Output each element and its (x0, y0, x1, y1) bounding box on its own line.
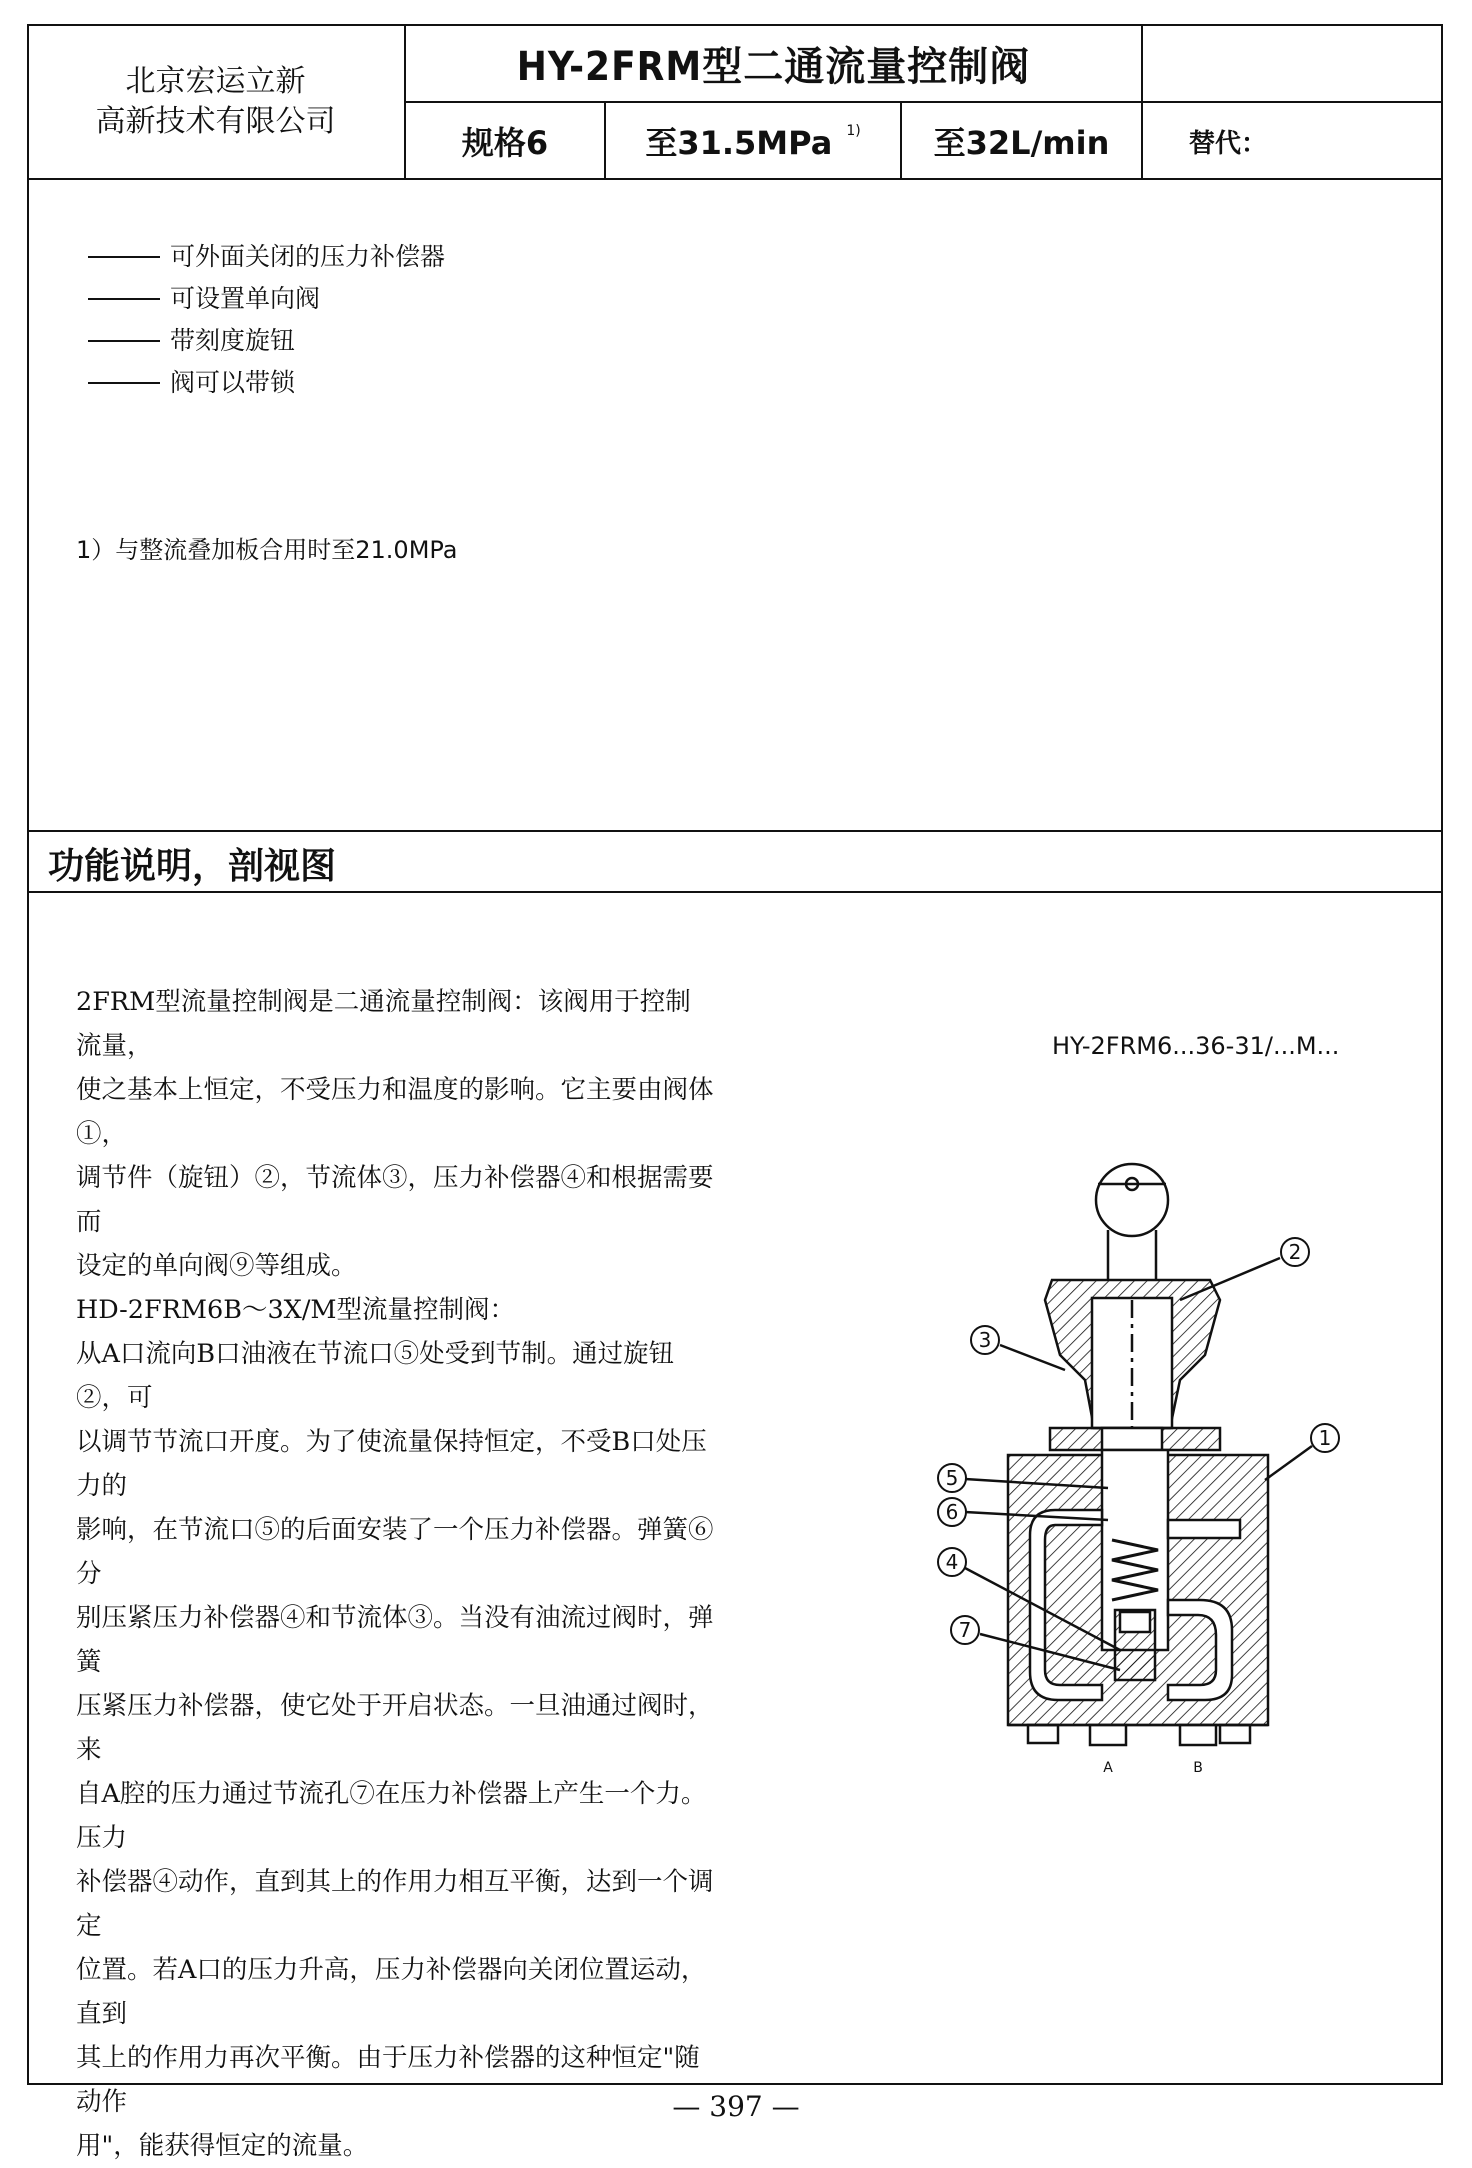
section-title: 功能说明，剖视图 (48, 846, 337, 887)
title-blank-cell (1143, 24, 1443, 102)
page-number: — 397 — (672, 2090, 800, 2123)
header-bottom-border (27, 178, 1443, 180)
feature-item (88, 320, 445, 362)
description-line: HD-2FRM6B～3X/M型流量控制阀： (76, 1295, 516, 1325)
callout-1: 1 (1318, 1426, 1332, 1450)
feature-text: 可设置单向阀 (170, 284, 321, 313)
company-line-1: 北京宏运立新 (125, 64, 306, 99)
feature-text: 带刻度旋钮 (170, 326, 296, 355)
port-a-label: A (1103, 1760, 1113, 1776)
dash-line (88, 256, 160, 258)
valve-cross-section (880, 1140, 1400, 1810)
description-line: 压紧压力补偿器，使它处于开启状态。一旦油通过阀时，来 (76, 1691, 714, 1765)
spec-flow: 至32L/min (902, 102, 1143, 180)
description-line: 别压紧压力补偿器④和节流体③。当没有油流过阀时，弹簧 (76, 1603, 714, 1677)
feature-item (88, 362, 445, 404)
dash-line (88, 298, 160, 300)
description-line: 补偿器④动作，直到其上的作用力相互平衡，达到一个调定 (76, 1867, 714, 1941)
company-name (27, 24, 406, 180)
callout-6: 6 (945, 1500, 959, 1524)
description-line: 自A腔的压力通过节流孔⑦在压力补偿器上产生一个力。压力 (76, 1779, 707, 1853)
description-line: 从A口流向B口油液在节流口⑤处受到节制。通过旋钮②，可 (76, 1339, 675, 1413)
feature-text: 阀可以带锁 (170, 368, 296, 397)
callout-7: 7 (958, 1618, 972, 1642)
function-description (76, 980, 716, 2168)
model-code: HY-2FRM6...36-31/...M... (1052, 1032, 1340, 1060)
spec-pressure: 至31.5MPa (645, 124, 833, 162)
feature-item (88, 236, 445, 278)
description-line: 设定的单向阀⑨等组成。 (76, 1251, 357, 1281)
product-title: HY-2FRM型二通流量控制阀 (406, 24, 1143, 102)
port-b-label: B (1193, 1760, 1203, 1776)
callout-3: 3 (978, 1328, 992, 1352)
description-line: 以调节节流口开度。为了使流量保持恒定，不受B口处压力的 (76, 1427, 707, 1501)
description-line: 位置。若A口的压力升高，压力补偿器向关闭位置运动，直到 (76, 1955, 707, 2029)
spec-size: 规格6 (406, 102, 606, 180)
feature-item (88, 278, 445, 320)
description-line: 调节件（旋钮）②，节流体③，压力补偿器④和根据需要而 (76, 1163, 714, 1237)
pressure-footnote: 1）与整流叠加板合用时至21.0MPa (76, 536, 458, 564)
dash-line (88, 382, 160, 384)
description-line: 影响，在节流口⑤的后面安装了一个压力补偿器。弹簧⑥分 (76, 1515, 714, 1589)
description-line: 用"，能获得恒定的流量。 (76, 2131, 369, 2161)
feature-list (88, 236, 445, 404)
company-line-2: 高新技术有限公司 (95, 104, 336, 139)
callout-5: 5 (945, 1466, 959, 1490)
section-divider-top (27, 830, 1443, 832)
feature-text: 可外面关闭的压力补偿器 (170, 242, 446, 271)
callout-4: 4 (945, 1550, 959, 1574)
description-line: 其上的作用力再次平衡。由于压力补偿器的这种恒定"随动作 (76, 2043, 700, 2117)
replace-label: 替代： (1189, 128, 1268, 159)
description-line: 2FRM型流量控制阀是二通流量控制阀：该阀用于控制流量， (76, 987, 691, 1061)
valve-section-drawing (880, 1140, 1400, 1814)
spec-pressure-note: 1) (846, 123, 861, 139)
description-line: 使之基本上恒定，不受压力和温度的影响。它主要由阀体①， (76, 1075, 714, 1149)
header-table (27, 24, 1443, 180)
callout-2: 2 (1288, 1240, 1302, 1264)
dash-line (88, 340, 160, 342)
spec-pressure-cell (606, 102, 902, 180)
section-divider-bottom (27, 891, 1443, 893)
